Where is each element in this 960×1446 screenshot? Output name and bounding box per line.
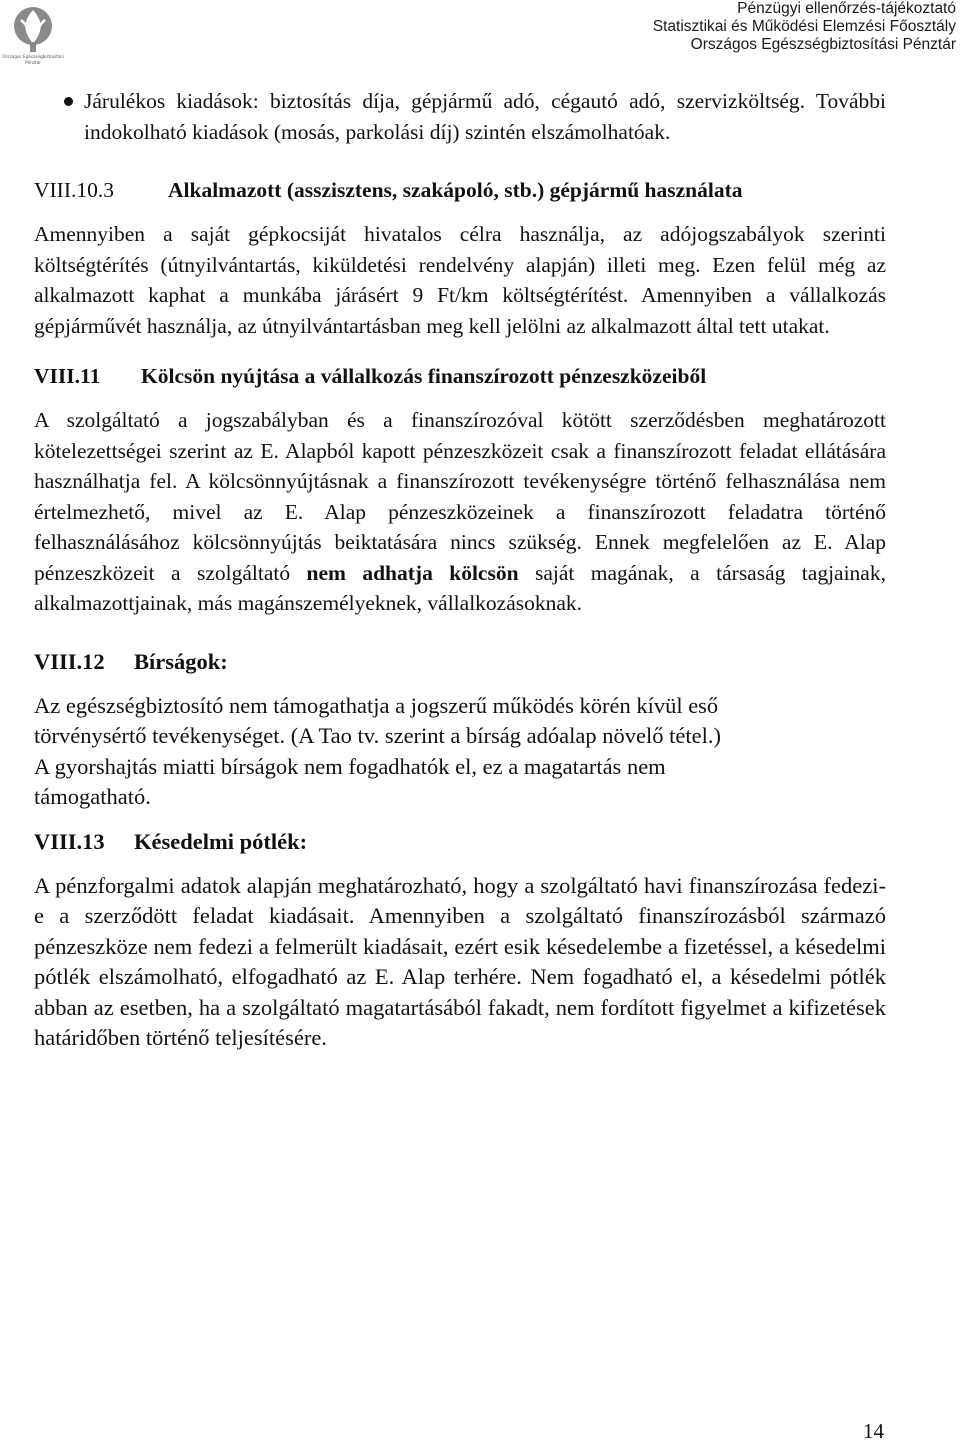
header-text-block	[653, 0, 956, 54]
section-number: VIII.13	[34, 828, 105, 854]
section-title: Bírságok:	[134, 648, 228, 674]
page-header	[0, 0, 960, 70]
paragraph-line: Az egészségbiztosító nem támogathatja a jogszerű működés körén kívül eső	[34, 692, 719, 718]
paragraph-line: A gyorshajtás miatti bírságok nem fogadhatók el, ez a magatartás nem	[34, 753, 666, 779]
section-number: VIII.11	[34, 364, 101, 388]
logo-caption-line1: Országos Egészségbiztosítási	[2, 54, 64, 59]
oep-logo	[2, 2, 64, 68]
section-title: Késedelmi pótlék:	[134, 828, 308, 854]
bullet-text: Járulékos kiadások: biztosítás díja, gépjármű adó, cégautó adó, szervizköltség. További indokolható kiadások (mosás, parkolási díj) szintén elszámolhatóak.	[84, 89, 886, 144]
section-title: Alkalmazott (asszisztens, szakápoló, stb.) gépjármű használata	[168, 178, 743, 202]
bullet-item	[34, 86, 886, 147]
page-number: 14	[863, 1419, 884, 1443]
paragraph-line: törvénysértő tevékenységet. (A Tao tv. szerint a bírság adóalap növelő tétel.)	[34, 723, 721, 748]
section-heading-viii-13	[34, 827, 886, 857]
section-paragraph-viii-11	[34, 405, 886, 619]
emphasis-text: nem adhatja kölcsön	[306, 560, 519, 585]
bullet-icon	[64, 97, 73, 106]
section-paragraph-viii-12	[34, 691, 886, 813]
logo-caption-line2: Pénztár	[25, 60, 41, 65]
section-heading-viii-10-3	[34, 175, 886, 205]
section-paragraph-viii-13: A pénzforgalmi adatok alapján meghatározható, hogy a szolgáltató havi finanszírozása fedezi-e a szerződött feladat kiadásait. Amennyiben a szolgáltató finanszírozásból származó pénzeszköze nem fedezi a felmerült kiadásait, ezért esik késedelembe a fizetéssel, a késedelmi pótlék elszámolható, elfogadható az E. Alap terhére. Nem fogadható el, a késedelmi pótlék abban az esetben, ha a szolgáltató magatartásából fakadt, nem fordított figyelmet a kifizetések határidőben történő teljesítésére.	[34, 872, 886, 1050]
header-line-1: Pénzügyi ellenőrzés-tájékoztató	[737, 0, 956, 17]
header-line-3: Országos Egészségbiztosítási Pénztár	[690, 36, 956, 53]
section-heading-viii-11	[34, 361, 886, 391]
paragraph-text: A szolgáltató a jogszabályban és a finanszírozóval kötött szerződésben meghatározott kötelezettségei szerint az E. Alapból kapott pénzeszközeit csak a finanszírozott feladat ellátására használhatja fel. A kölcsönnyújtásnak a finanszírozott tevékenységre történő felhasználása nem értelmezhető, mivel az E. Alap pénzeszközeinek a finanszírozott feladatra történő felhasználásához kölcsönnyújtás beiktatására nincs szükség. Ennek megfelelően az E. Alap pénzeszközeit a szolgáltató	[34, 408, 886, 585]
section-number: VIII.12	[34, 648, 105, 674]
section-number: VIII.10.3	[34, 178, 115, 202]
section-title: Kölcsön nyújtása a vállalkozás finanszírozott pénzeszközeiből	[141, 364, 707, 388]
paragraph-line: támogatható.	[34, 784, 151, 809]
logo-emblem-icon	[2, 2, 64, 68]
section-paragraph-viii-10-3: Amennyiben a saját gépkocsiját hivatalos célra használja, az adójogszabályok szerinti költségtérítés (útnyilvántartás, kiküldetési rendelvény alapján) illeti meg. Ezen felül még az alkalmazott kaphat a munkába járásért 9 Ft/km költségtérítést. Amennyiben a vállalkozás gépjárművét használja, az útnyilvántartásban meg kell jelölni az alkalmazott által tett utakat.	[34, 222, 886, 338]
header-line-2: Statisztikai és Működési Elemzési Főosztály	[652, 18, 956, 35]
section-heading-viii-12	[34, 647, 886, 677]
document-body	[34, 86, 886, 1054]
paragraph-text: saját magának, a társaság tagjainak, alkalmazottjainak, más magánszemélyeknek, vállalkozásoknak.	[34, 560, 886, 615]
